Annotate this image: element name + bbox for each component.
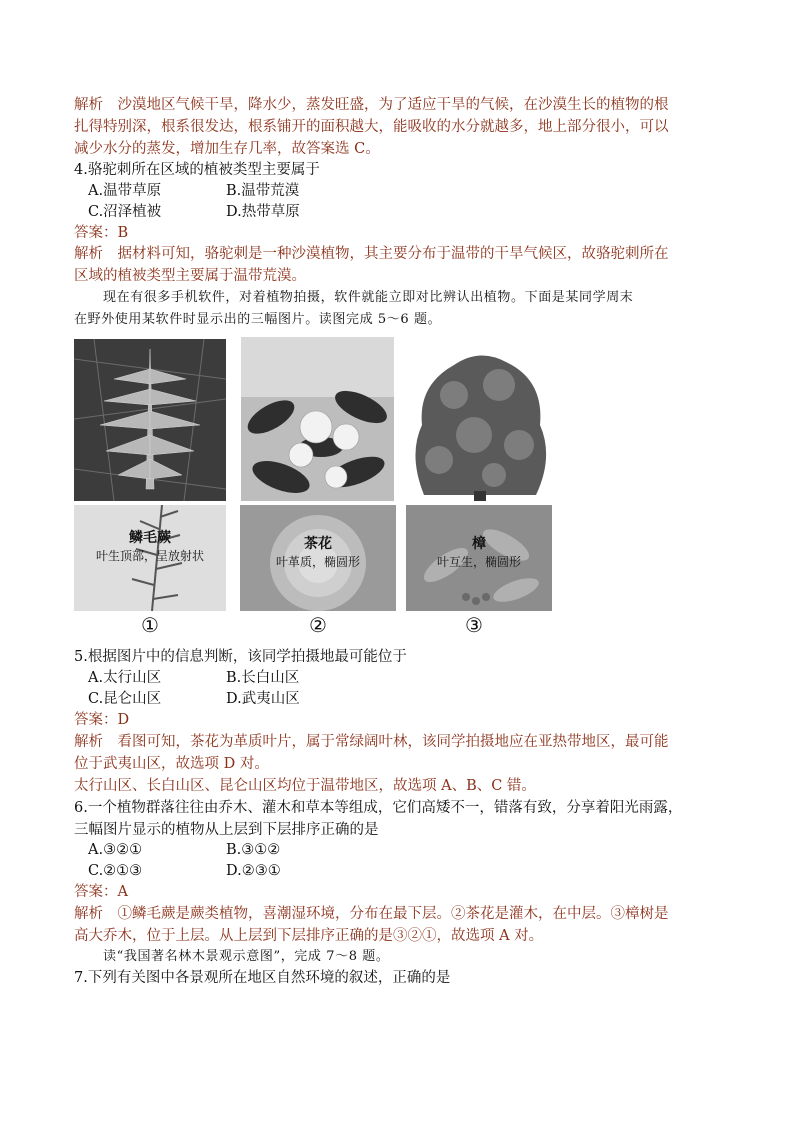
analysis-3-line-1: 解析 沙漠地区气候干旱，降水少，蒸发旺盛，为了适应干旱的气候，在沙漠生长的植物的根 xyxy=(74,97,669,113)
camellia-image xyxy=(241,337,394,501)
intro-line-3: 读“我国著名林木景观示意图”，完成 7～8 题。 xyxy=(103,949,390,964)
q5-option-d: D.武夷山区 xyxy=(226,691,300,707)
answer-6: 答案：A xyxy=(74,884,128,900)
camphor-description: 叶互生，椭圆形 xyxy=(436,555,521,569)
panel-number-1: ① xyxy=(141,613,159,637)
camellia-caption xyxy=(240,533,396,570)
q6-option-d: D.②③① xyxy=(226,863,281,879)
question-6-line-2: 三幅图片显示的植物从上层到下层排序正确的是 xyxy=(74,822,379,838)
panel-number-3: ③ xyxy=(465,613,483,637)
q4-option-a: A.温带草原 xyxy=(88,183,162,199)
panel-number-2: ② xyxy=(309,613,327,637)
analysis-3-line-3: 减少水分的蒸发，增加生存几率，故答案选 C。 xyxy=(74,141,380,157)
question-6-line-1: 6.一个植物群落往往由乔木、灌木和草本等组成，它们高矮不一，错落有致，分享着阳光雨露， xyxy=(74,800,683,816)
analysis-6-line-1: 解析 ①鳞毛蕨是蕨类植物，喜潮湿环境，分布在最下层。②茶花是灌木，在中层。③樟树是 xyxy=(74,906,669,922)
camellia-description: 叶革质，椭圆形 xyxy=(275,555,360,569)
camphor-caption xyxy=(406,533,552,570)
fern-image xyxy=(74,339,226,501)
camphor-tree-image xyxy=(404,345,556,501)
q4-option-c: C.沼泽植被 xyxy=(88,204,162,220)
q5-option-c: C.昆仑山区 xyxy=(88,691,162,707)
analysis-4-line-2: 区域的植被类型主要属于温带荒漠。 xyxy=(74,268,306,284)
analysis-5-line-2: 位于武夷山区，故选项 D 对。 xyxy=(74,756,269,772)
q4-option-d: D.热带草原 xyxy=(226,204,300,220)
analysis-5-line-3: 太行山区、长白山区、昆仑山区均位于温带地区，故选项 A、B、C 错。 xyxy=(74,778,536,794)
answer-4: 答案：B xyxy=(74,225,129,241)
camphor-name: 樟 xyxy=(472,536,486,552)
analysis-6-line-2: 高大乔木，位于上层。从上层到下层排序正确的是③②①，故选项 A 对。 xyxy=(74,928,544,944)
fern-leaf-photo xyxy=(74,505,226,611)
q5-option-b: B.长白山区 xyxy=(226,670,300,686)
analysis-4-line-1: 解析 据材料可知，骆驼刺是一种沙漠植物，其主要分布于温带的干旱气候区，故骆驼刺所在 xyxy=(74,246,669,262)
question-4: 4.骆驼刺所在区域的植被类型主要属于 xyxy=(74,162,320,178)
camellia-photo xyxy=(241,337,394,501)
q6-option-c: C.②①③ xyxy=(88,863,143,879)
camphor-leaf-photo xyxy=(406,505,552,611)
intro-line-2: 在野外使用某软件时显示出的三幅图片。读图完成 5～6 题。 xyxy=(74,312,442,327)
answer-5: 答案：D xyxy=(74,712,130,728)
fern-photo xyxy=(74,339,226,501)
fern-description: 叶生顶部，呈放射状 xyxy=(95,549,204,563)
analysis-3-line-2: 扎得特别深，根系很发达，根系铺开的面积越大，能吸收的水分就越多，地上部分很小，可以 xyxy=(74,119,669,135)
question-7: 7.下列有关图中各景观所在地区自然环境的叙述，正确的是 xyxy=(74,970,451,986)
analysis-5-line-1: 解析 看图可知，茶花为革质叶片，属于常绿阔叶林，该同学拍摄地应在亚热带地区，最可能 xyxy=(74,734,669,750)
intro-line-1: 现在有很多手机软件，对着植物拍摄，软件就能立即对比辨认出植物。下面是某同学周末 xyxy=(103,290,634,305)
q5-option-a: A.太行山区 xyxy=(88,670,162,686)
camphor-tree-photo xyxy=(404,345,556,501)
plant-figure xyxy=(74,337,554,637)
q4-option-b: B.温带荒漠 xyxy=(226,183,300,199)
fern-caption xyxy=(74,527,226,564)
question-5: 5.根据图片中的信息判断，该同学拍摄地最可能位于 xyxy=(74,649,407,665)
camellia-flower-photo xyxy=(240,505,396,611)
q6-option-a: A.③②① xyxy=(88,842,143,858)
q6-option-b: B.③①② xyxy=(226,842,281,858)
fern-name: 鳞毛蕨 xyxy=(129,530,171,546)
camellia-name: 茶花 xyxy=(304,536,332,552)
